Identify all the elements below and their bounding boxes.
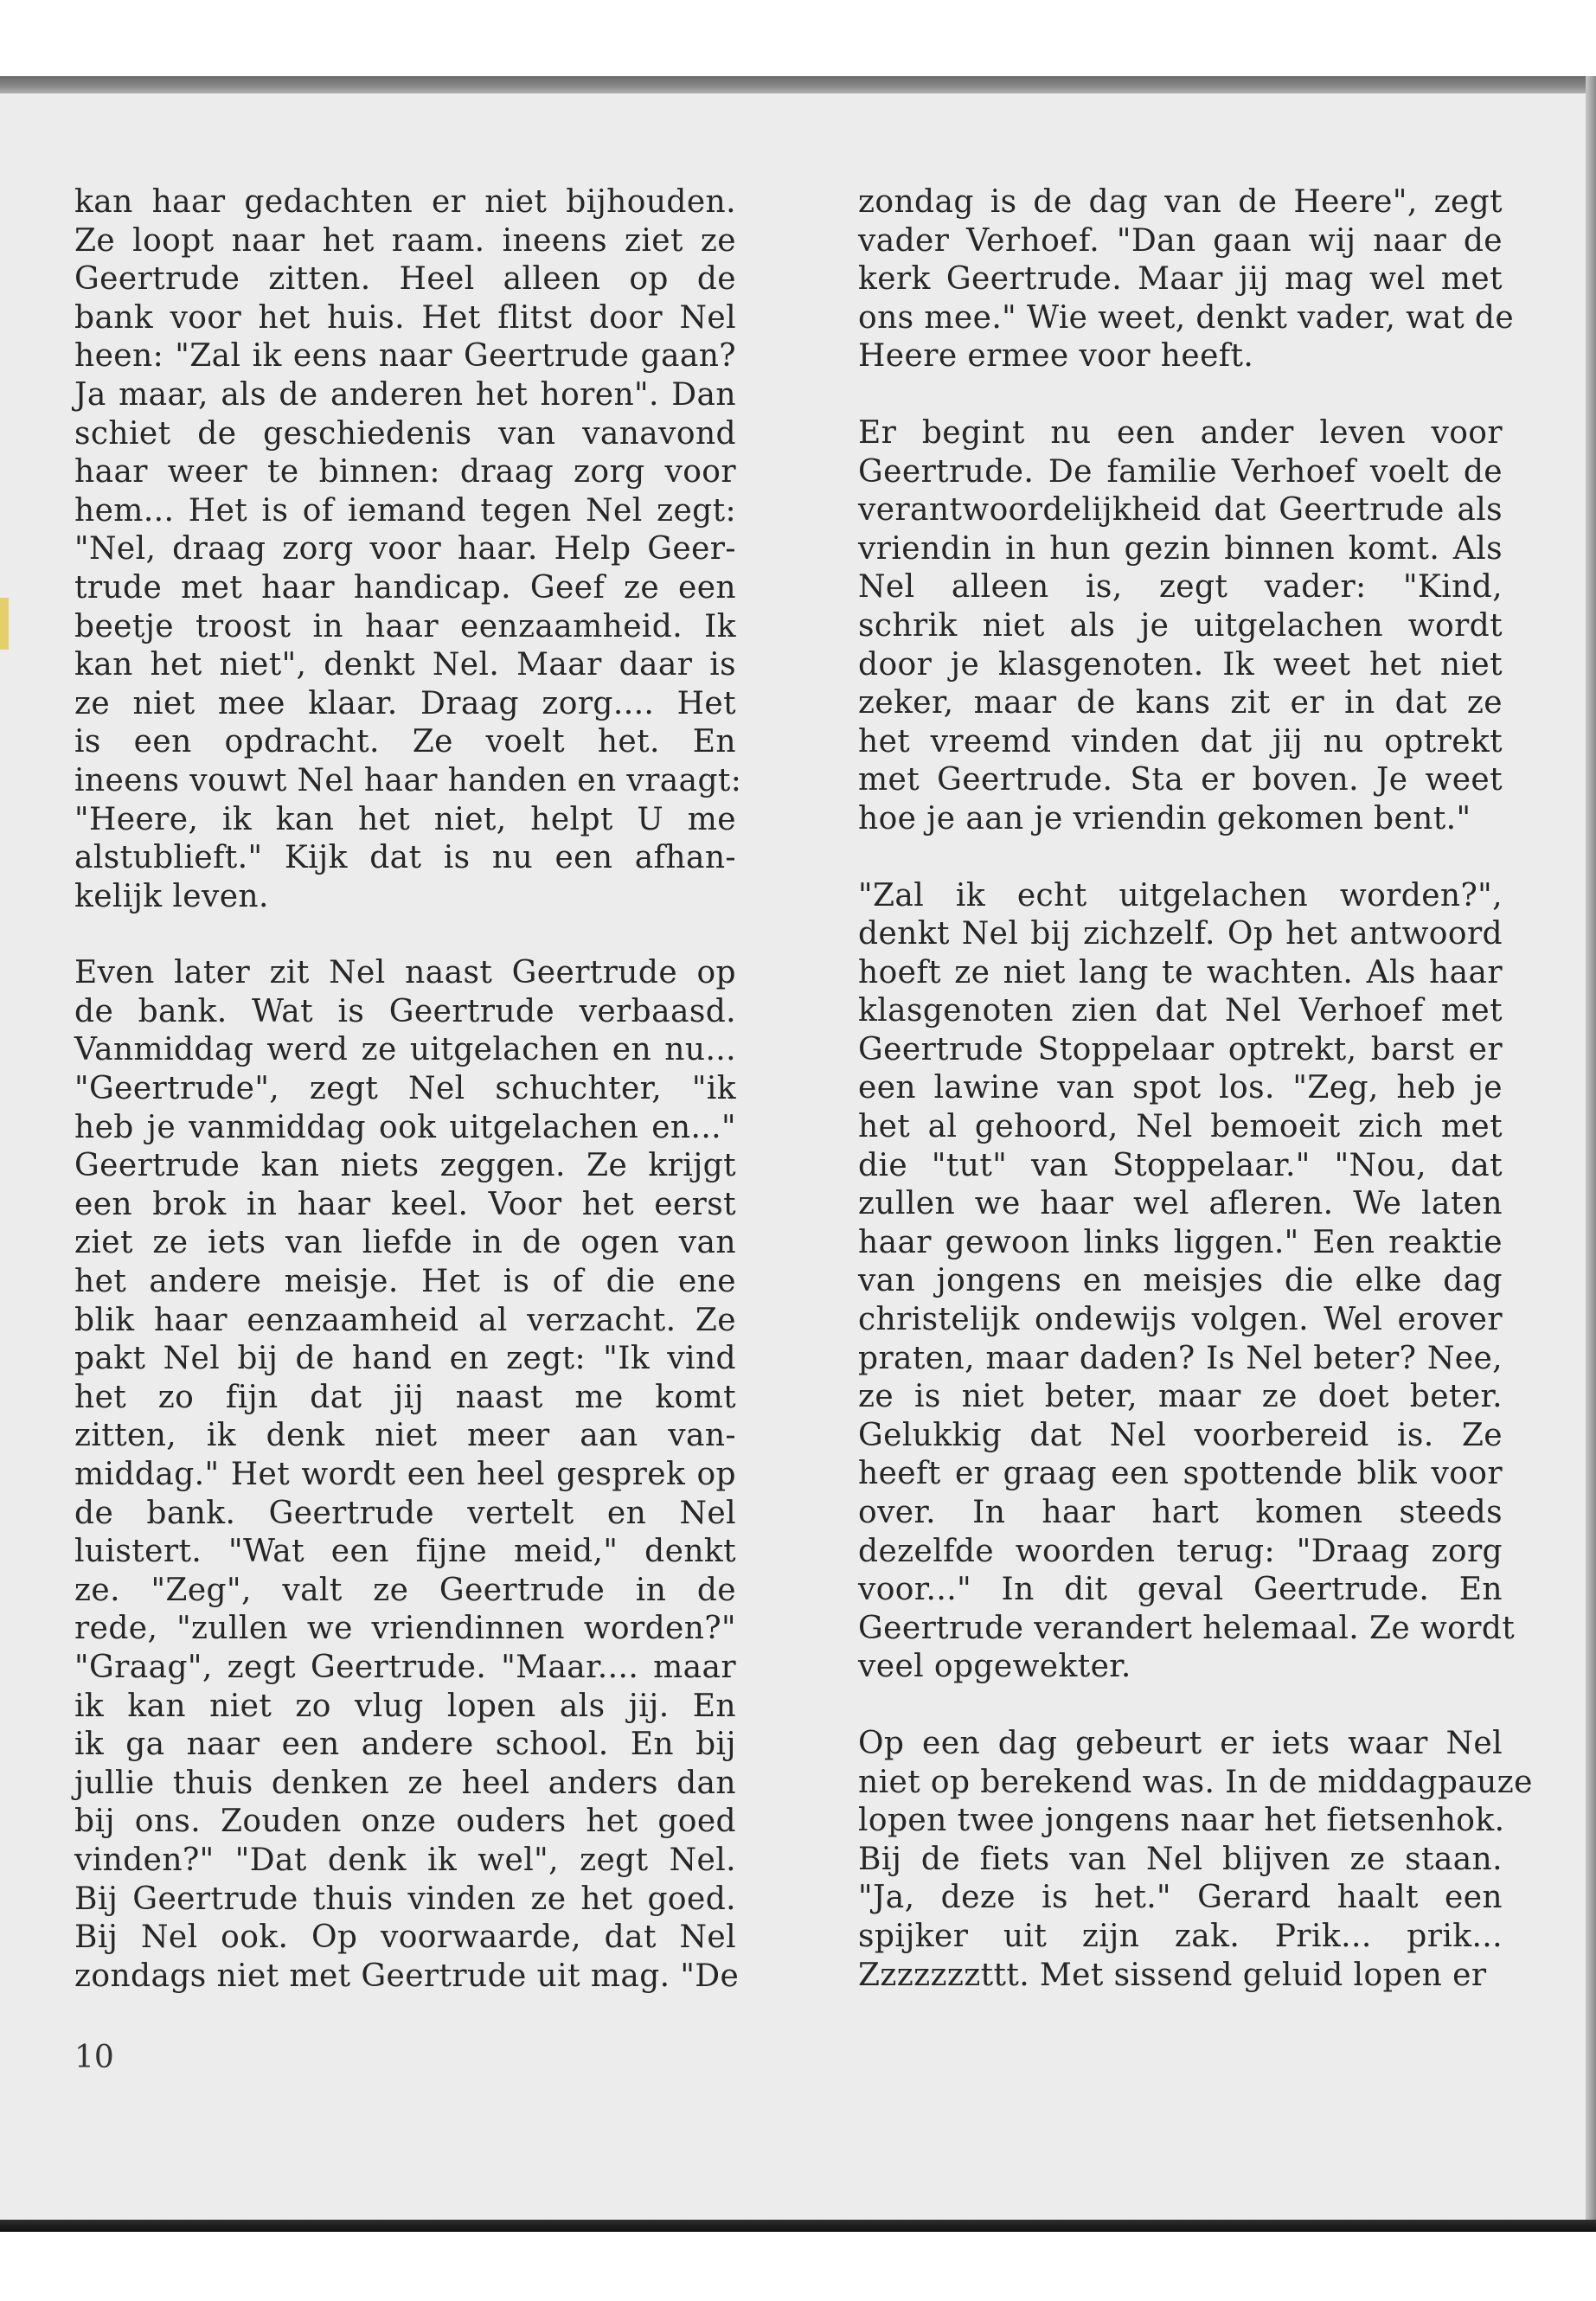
text-line: klasgenoten zien dat Nel Verhoef met [858, 993, 1503, 1029]
text-line: zitten, ik denk niet meer aan van- [74, 1418, 736, 1454]
paragraph-gap [858, 839, 1503, 877]
text-line: pakt Nel bij de hand en zegt: "Ik vind [74, 1341, 736, 1377]
text-line: "Ja, deze is het." Gerard haalt een [858, 1880, 1503, 1916]
text-line: schrik niet als je uitgelachen wordt [858, 607, 1503, 644]
text-line: Ze loopt naar het raam. ineens ziet ze [74, 222, 736, 259]
text-line: jullie thuis denken ze heel anders dan [74, 1765, 736, 1801]
text-line: Ja maar, als de anderen het horen". Dan [74, 376, 736, 413]
text-line: ze niet mee klaar. Draag zorg.... Het [74, 685, 736, 721]
text-line: hoeft ze niet lang te wachten. Als haar [858, 954, 1503, 990]
text-line: het al gehoord, Nel bemoeit zich met [858, 1109, 1503, 1145]
text-line: vinden?" "Dat denk ik wel", zegt Nel. [74, 1842, 736, 1878]
text-line: Heere ermee voor heeft. [858, 338, 1254, 375]
text-line: vriendin in hun gezin binnen komt. Als [858, 530, 1503, 567]
text-line: ineens vouwt Nel haar handen en vraagt: [74, 762, 742, 798]
text-line: bank voor het huis. Het flitst door Nel [74, 299, 736, 336]
text-line: met Geertrude. Sta er boven. Je weet [858, 762, 1503, 798]
right-column [858, 183, 1533, 1995]
text-line: zondag is de dag van de Heere", zegt [858, 184, 1503, 220]
text-line: haar gewoon links liggen." Een reaktie [858, 1224, 1503, 1260]
text-line: het zo fijn dat jij naast me komt [74, 1379, 736, 1415]
text-line: middag." Het wordt een heel gesprek op [74, 1457, 736, 1492]
text-line: veel opgewekter. [858, 1649, 1131, 1685]
text-line: "Heere, ik kan het niet, helpt U me [74, 801, 736, 837]
text-line: "Geertrude", zegt Nel schuchter, "ik [74, 1071, 736, 1107]
text-line: Geertrude verandert helemaal. Ze wordt [858, 1610, 1516, 1646]
text-line: heeft er graag een spottende blik voor [858, 1456, 1503, 1492]
text-line: ze is niet beter, maar ze doet beter. [858, 1379, 1503, 1415]
text-line: voor..." In dit geval Geertrude. En [858, 1572, 1503, 1608]
text-line: bij ons. Zouden onze ouders het goed [74, 1804, 736, 1840]
text-line: het andere meisje. Het is of die ene [74, 1264, 736, 1300]
text-line: rede, "zullen we vriendinnen worden?" [74, 1611, 736, 1647]
text-line: Even later zit Nel naast Geertrude op [74, 955, 736, 991]
text-line: Er begint nu een ander leven voor [858, 414, 1503, 451]
paragraph-gap [858, 1687, 1503, 1725]
text-line: kan het niet", denkt Nel. Maar daar is [74, 647, 736, 683]
text-line: ik ga naar een andere school. En bij [74, 1727, 736, 1763]
text-line: hem... Het is of iemand tegen Nel zegt: [74, 492, 736, 529]
paragraph-gap [858, 376, 1503, 414]
text-line: zeker, maar de kans zit er in dat ze [858, 685, 1503, 721]
text-line: is een opdracht. Ze voelt het. En [74, 724, 736, 760]
scan-border-right [1586, 76, 1596, 2223]
text-line: Op een dag gebeurt er iets waar Nel [858, 1725, 1503, 1761]
text-line: beetje troost in haar eenzaamheid. Ik [74, 608, 736, 644]
text-line: hoe je aan je vriendin gekomen bent." [858, 800, 1471, 836]
text-line: Geertrude kan niets zeggen. Ze krijgt [74, 1148, 736, 1184]
text-line: ons mee." Wie weet, denkt vader, wat de [858, 299, 1515, 336]
text-line: van jongens en meisjes die elke dag [858, 1263, 1503, 1299]
text-line: verantwoordelijkheid dat Geertrude als [858, 492, 1503, 529]
text-line: Vanmiddag werd ze uitgelachen en nu... [74, 1032, 736, 1068]
text-line: ik kan niet zo vlug lopen als jij. En [74, 1688, 736, 1724]
text-line: het vreemd vinden dat jij nu optrekt [858, 723, 1503, 760]
text-line: Geertrude zitten. Heel alleen op de [74, 261, 736, 298]
text-line: een lawine van spot los. "Zeg, heb je [858, 1070, 1503, 1106]
left-column [74, 183, 742, 1996]
scan-border-bottom [0, 2220, 1596, 2232]
text-line: heb je vanmiddag ook uitgelachen en..." [74, 1109, 736, 1145]
text-line: alstublieft." Kijk dat is nu een afhan- [74, 840, 736, 876]
text-line: dezelfde woorden terug: "Draag zorg [858, 1533, 1503, 1569]
text-line: "Graag", zegt Geertrude. "Maar.... maar [74, 1649, 736, 1685]
text-line: door je klasgenoten. Ik weet het niet [858, 646, 1503, 683]
text-line: praten, maar daden? Is Nel beter? Nee, [858, 1340, 1503, 1376]
text-line: kelijk leven. [74, 878, 269, 914]
text-line: Geertrude Stoppelaar optrekt, barst er [858, 1031, 1503, 1067]
text-line: Bij Nel ook. Op voorwaarde, dat Nel [74, 1920, 736, 1956]
text-line: niet op berekend was. In de middagpauze [858, 1764, 1533, 1800]
text-line: ze. "Zeg", valt ze Geertrude in de [74, 1572, 736, 1608]
text-line: haar weer te binnen: draag zorg voor [74, 454, 736, 490]
text-line: Nel alleen is, zegt vader: "Kind, [858, 569, 1503, 606]
paragraph-gap [74, 916, 736, 954]
text-line: lopen twee jongens naar het fietsenhok. [858, 1803, 1505, 1839]
text-line: Bij Geertrude thuis vinden ze het goed. [74, 1881, 736, 1917]
text-line: zondags niet met Geertrude uit mag. "De [74, 1958, 740, 1994]
text-line: "Zal ik echt uitgelachen worden?", [858, 877, 1503, 913]
text-line: ziet ze iets van liefde in de ogen van [74, 1225, 736, 1261]
text-line: de bank. Geertrude vertelt en Nel [74, 1495, 736, 1531]
text-line: "Nel, draag zorg voor haar. Help Geer- [74, 531, 736, 567]
text-line: Gelukkig dat Nel voorbereid is. Ze [858, 1417, 1503, 1453]
text-line: vader Verhoef. "Dan gaan wij naar de [858, 222, 1503, 259]
text-line: heen: "Zal ik eens naar Geertrude gaan? [74, 338, 736, 375]
text-line: kan haar gedachten er niet bijhouden. [74, 184, 736, 220]
text-line: de bank. Wat is Geertrude verbaasd. [74, 993, 736, 1029]
text-line: schiet de geschiedenis van vanavond [74, 415, 736, 452]
text-line: Bij de fiets van Nel blijven ze staan. [858, 1841, 1503, 1877]
text-line: luistert. "Wat een fijne meid," denkt [74, 1534, 736, 1570]
text-line: die "tut" van Stoppelaar." "Nou, dat [858, 1147, 1503, 1183]
text-line: spijker uit zijn zak. Prik... prik... [858, 1918, 1503, 1954]
text-line: een brok in haar keel. Voor het eerst [74, 1186, 736, 1222]
text-line: Zzzzzzzttt. Met sissend geluid lopen er [858, 1957, 1487, 1993]
text-line: kerk Geertrude. Maar jij mag wel met [858, 261, 1503, 298]
scan-border-top [0, 76, 1596, 93]
page-number: 10 [74, 2040, 114, 2075]
text-line: trude met haar handicap. Geef ze een [74, 569, 736, 606]
text-line: Geertrude. De familie Verhoef voelt de [858, 453, 1503, 490]
text-line: zullen we haar wel afleren. We laten [858, 1186, 1503, 1222]
book-page [0, 93, 1586, 2220]
text-line: christelijk ondewijs volgen. Wel erover [858, 1302, 1503, 1338]
text-line: over. In haar hart komen steeds [858, 1495, 1503, 1530]
page-tab-marker [0, 598, 9, 650]
text-line: blik haar eenzaamheid al verzacht. Ze [74, 1302, 736, 1338]
text-line: denkt Nel bij zichzelf. Op het antwoord [858, 916, 1503, 952]
